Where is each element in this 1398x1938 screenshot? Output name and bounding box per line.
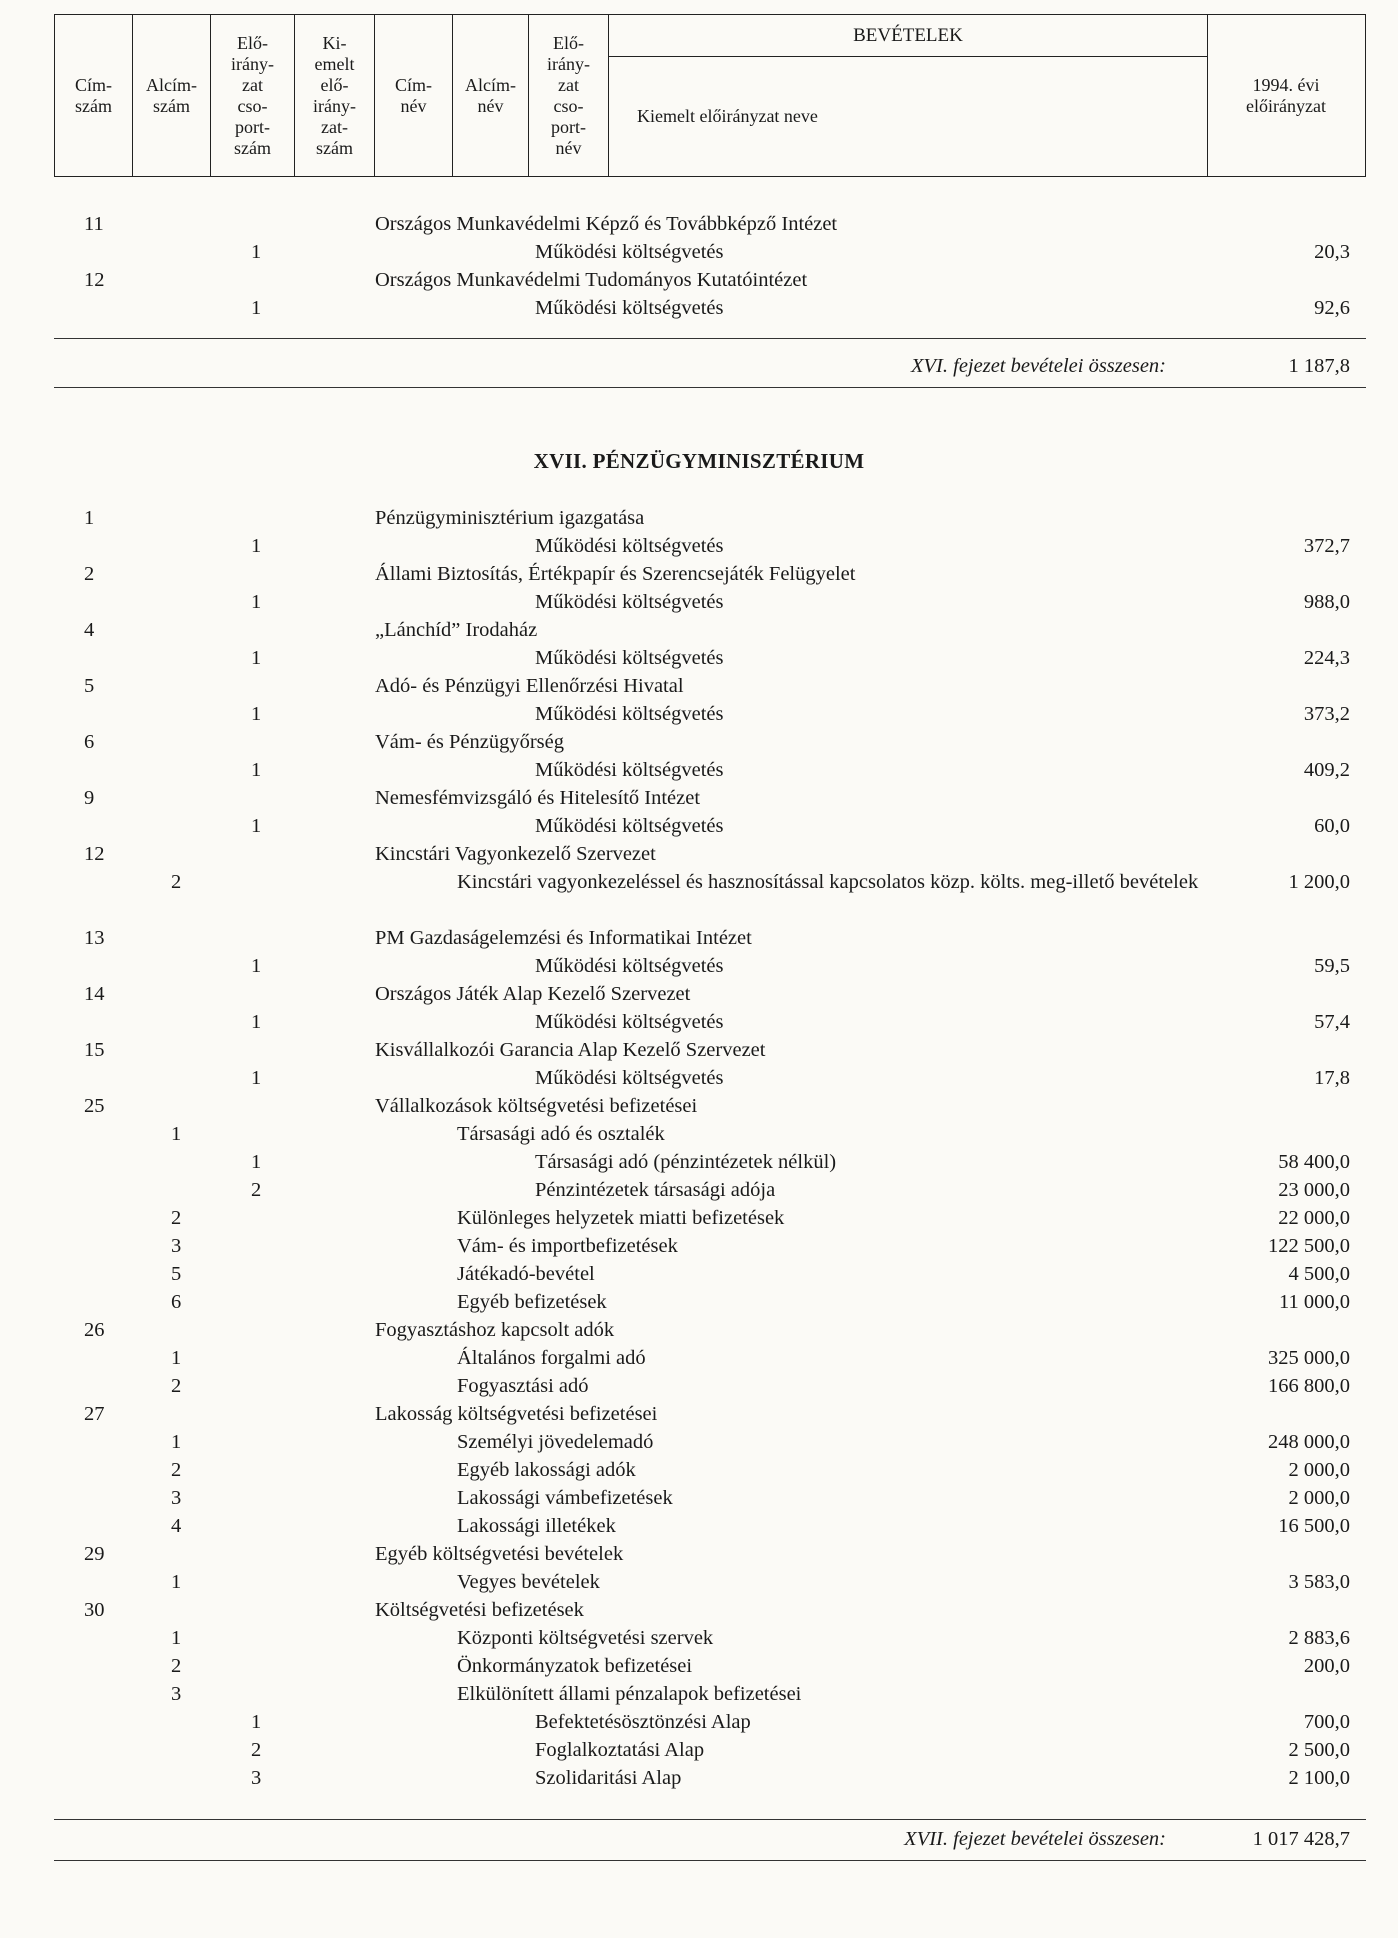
- cim-szam: 13: [84, 927, 105, 949]
- alcim-szam: 2: [171, 871, 182, 893]
- header-line: név: [555, 137, 582, 158]
- table-row: [0, 700, 1398, 728]
- alcim-szam: 2: [171, 1655, 182, 1677]
- table-row: [0, 1176, 1398, 1204]
- alcim-szam: 1: [171, 1123, 182, 1145]
- table-row: [0, 1708, 1398, 1736]
- row-value: 2 883,6: [1288, 1627, 1350, 1649]
- cim-szam: 15: [84, 1039, 105, 1061]
- cim-szam: 4: [84, 619, 95, 641]
- row-value: 22 000,0: [1278, 1207, 1350, 1229]
- row-name: Működési költségvetés: [535, 591, 724, 613]
- row-name: Befektetésösztönzési Alap: [535, 1711, 751, 1733]
- header-line: szám: [153, 95, 190, 116]
- row-name: Egyéb költségvetési bevételek: [375, 1543, 624, 1565]
- header-line: Cím-: [74, 74, 112, 95]
- cim-szam: 6: [84, 731, 95, 753]
- header-line: Elő-: [552, 32, 584, 53]
- table-row: [0, 532, 1398, 560]
- chapter-title: XVII. PÉNZÜGYMINISZTÉRIUM: [533, 449, 865, 473]
- row-name: Működési költségvetés: [535, 703, 724, 725]
- header-line: elő-: [320, 74, 349, 95]
- row-name: Személyi jövedelemadó: [457, 1431, 654, 1453]
- row-value: 372,7: [1303, 535, 1350, 557]
- eloiranyzat-szam: 2: [251, 1179, 262, 1201]
- alcim-szam: 3: [171, 1235, 182, 1257]
- table-row: [0, 588, 1398, 616]
- row-name: Pénzintézetek társasági adója: [535, 1179, 776, 1201]
- table-row: [0, 1736, 1398, 1764]
- header-kiemelt-eloiranyzat-neve: Kiemelt előirányzat neve: [637, 106, 818, 126]
- header-bevetelek: BEVÉTELEK: [609, 15, 1207, 57]
- eloiranyzat-szam: 1: [251, 241, 262, 263]
- total-value: 1 187,8: [1288, 355, 1350, 377]
- row-name: Központi költségvetési szervek: [457, 1627, 714, 1649]
- eloiranyzat-szam: 1: [251, 1067, 262, 1089]
- total-label: XVI. fejezet bevételei összesen:: [911, 355, 1166, 377]
- table-row: [0, 672, 1398, 700]
- row-name: Működési költségvetés: [535, 1067, 724, 1089]
- row-value: 166 800,0: [1268, 1375, 1350, 1397]
- row-value: 20,3: [1314, 241, 1350, 263]
- row-value: 1 200,0: [1288, 871, 1350, 893]
- header-line: zat: [558, 74, 579, 95]
- row-name: Kincstári Vagyonkezelő Szervezet: [375, 843, 656, 865]
- header-kiemelt-eloiranyzat-szam: [295, 15, 375, 176]
- alcim-szam: 5: [171, 1263, 182, 1285]
- cim-szam: 25: [84, 1095, 105, 1117]
- header-line: Cím-: [394, 74, 432, 95]
- table-row: [0, 1680, 1398, 1708]
- header-line: Ki-: [322, 32, 347, 53]
- table-row: [0, 868, 1398, 924]
- cim-szam: 2: [84, 563, 95, 585]
- divider: [54, 1860, 1366, 1861]
- header-cim-szam: [55, 15, 133, 176]
- row-value: 23 000,0: [1278, 1179, 1350, 1201]
- table-row: [0, 1148, 1398, 1176]
- row-value: 3 583,0: [1288, 1571, 1350, 1593]
- column-header-table: [54, 14, 1366, 177]
- total-value: 1 017 428,7: [1252, 1828, 1350, 1850]
- table-row: [0, 1260, 1398, 1288]
- row-value: 200,0: [1303, 1655, 1350, 1677]
- table-row: [0, 1064, 1398, 1092]
- header-line: szám: [75, 95, 112, 116]
- row-value: 60,0: [1314, 815, 1350, 837]
- row-name: Szolidaritási Alap: [535, 1767, 682, 1789]
- alcim-szam: 1: [171, 1431, 182, 1453]
- row-value: 122 500,0: [1268, 1235, 1350, 1257]
- row-value: 373,2: [1303, 703, 1350, 725]
- row-name: Költségvetési befizetések: [375, 1599, 584, 1621]
- header-line: port-: [550, 116, 586, 137]
- divider: [54, 1819, 1366, 1820]
- table-row: [0, 980, 1398, 1008]
- row-value: 16 500,0: [1278, 1515, 1350, 1537]
- table-row: [0, 924, 1398, 952]
- cim-szam: 29: [84, 1543, 105, 1565]
- header-line: irány-: [231, 53, 274, 74]
- row-value: 224,3: [1303, 647, 1350, 669]
- alcim-szam: 6: [171, 1291, 182, 1313]
- row-name: Foglalkoztatási Alap: [535, 1739, 705, 1761]
- eloiranyzat-szam: 1: [251, 1151, 262, 1173]
- eloiranyzat-szam: 1: [251, 703, 262, 725]
- row-name: Működési költségvetés: [535, 955, 724, 977]
- header-line: port-: [234, 116, 270, 137]
- table-row: [0, 1204, 1398, 1232]
- table-row: [0, 210, 1398, 238]
- table-row: [0, 784, 1398, 812]
- total-label: XVII. fejezet bevételei összesen:: [904, 1828, 1166, 1850]
- alcim-szam: 2: [171, 1375, 182, 1397]
- header-line: szám: [234, 137, 271, 158]
- row-name: Lakossági vámbefizetések: [457, 1487, 673, 1509]
- header-line: irány-: [547, 53, 590, 74]
- row-name: Fogyasztási adó: [457, 1375, 589, 1397]
- row-name: Társasági adó (pénzintézetek nélkül): [535, 1151, 837, 1173]
- cim-szam: 1: [84, 507, 95, 529]
- table-row: [0, 560, 1398, 588]
- table-row: [0, 952, 1398, 980]
- cim-szam: 27: [84, 1403, 105, 1425]
- table-row: [0, 1288, 1398, 1316]
- eloiranyzat-szam: 1: [251, 647, 262, 669]
- row-name: Vám- és importbefizetések: [457, 1235, 678, 1257]
- row-name: Általános forgalmi adó: [457, 1347, 646, 1369]
- row-name: Kincstári vagyonkezeléssel és hasznosítással kapcsolatos közp. költs. meg-illető bevételek: [457, 871, 1199, 893]
- row-name: Működési költségvetés: [535, 815, 724, 837]
- header-line: zat-: [321, 116, 348, 137]
- table-row: [0, 238, 1398, 266]
- header-line: cso-: [237, 95, 268, 116]
- row-name: Működési költségvetés: [535, 241, 724, 263]
- alcim-szam: 1: [171, 1347, 182, 1369]
- table-row: [0, 1120, 1398, 1148]
- divider: [54, 338, 1366, 339]
- table-row: [0, 1512, 1398, 1540]
- table-row: [0, 1316, 1398, 1344]
- total-row-xvii: [0, 1824, 1398, 1854]
- row-name: Működési költségvetés: [535, 759, 724, 781]
- cim-szam: 9: [84, 787, 95, 809]
- alcim-szam: 2: [171, 1459, 182, 1481]
- row-name: Lakosság költségvetési befizetései: [375, 1403, 658, 1425]
- table-row: [0, 840, 1398, 868]
- table-row: [0, 1092, 1398, 1120]
- row-name: PM Gazdaságelemzési és Informatikai Intézet: [375, 927, 752, 949]
- cim-szam: 14: [84, 983, 105, 1005]
- row-value: 58 400,0: [1278, 1151, 1350, 1173]
- table-row: [0, 1568, 1398, 1596]
- table-row: [0, 266, 1398, 294]
- eloiranyzat-szam: 2: [251, 1739, 262, 1761]
- header-line: előirányzat: [1246, 95, 1326, 116]
- row-value: 59,5: [1314, 955, 1350, 977]
- row-name: Lakossági illetékek: [457, 1515, 616, 1537]
- table-row: [0, 1764, 1398, 1792]
- cim-szam: 12: [84, 843, 105, 865]
- table-row: [0, 1344, 1398, 1372]
- table-row: [0, 728, 1398, 756]
- cim-szam: 30: [84, 1599, 105, 1621]
- row-value: 92,6: [1314, 297, 1350, 319]
- row-value: 325 000,0: [1268, 1347, 1350, 1369]
- alcim-szam: 3: [171, 1683, 182, 1705]
- row-name: „Lánchíd” Irodaház: [375, 619, 538, 641]
- row-name: Egyéb befizetések: [457, 1291, 607, 1313]
- row-name: Különleges helyzetek miatti befizetések: [457, 1207, 785, 1229]
- eloiranyzat-szam: 1: [251, 297, 262, 319]
- eloiranyzat-szam: 1: [251, 591, 262, 613]
- cim-szam: 11: [84, 213, 104, 235]
- alcim-szam: 2: [171, 1207, 182, 1229]
- header-line: Alcím-: [146, 74, 197, 95]
- header-line: emelt: [314, 53, 355, 74]
- table-row: [0, 1540, 1398, 1568]
- row-value: 4 500,0: [1288, 1263, 1350, 1285]
- table-row: [0, 1372, 1398, 1400]
- table-row: [0, 1400, 1398, 1428]
- divider: [54, 387, 1366, 388]
- row-value: 2 500,0: [1288, 1739, 1350, 1761]
- row-name: Pénzügyminisztérium igazgatása: [375, 507, 645, 529]
- row-name: Állami Biztosítás, Értékpapír és Szerencsejáték Felügyelet: [375, 563, 856, 585]
- header-line: név: [477, 95, 504, 116]
- table-row: [0, 644, 1398, 672]
- table-row: [0, 1428, 1398, 1456]
- header-line: név: [400, 95, 427, 116]
- cim-szam: 5: [84, 675, 95, 697]
- table-row: [0, 504, 1398, 532]
- header-1994-eloiranyzat: [1207, 15, 1365, 176]
- row-value: 2 100,0: [1288, 1767, 1350, 1789]
- row-name: Működési költségvetés: [535, 647, 724, 669]
- table-row: [0, 294, 1398, 322]
- row-value: 700,0: [1303, 1711, 1350, 1733]
- table-row: [0, 1596, 1398, 1624]
- eloiranyzat-szam: 1: [251, 815, 262, 837]
- total-row-xvi: [0, 351, 1398, 381]
- row-name: Vám- és Pénzügyőrség: [375, 731, 565, 753]
- header-eloiranyzat-csoport-nev: [529, 15, 609, 176]
- eloiranyzat-szam: 1: [251, 955, 262, 977]
- row-name: Vállalkozások költségvetési befizetései: [375, 1095, 698, 1117]
- eloiranyzat-szam: 1: [251, 759, 262, 781]
- row-value: 248 000,0: [1268, 1431, 1350, 1453]
- row-name: Működési költségvetés: [535, 297, 724, 319]
- table-row: [0, 1484, 1398, 1512]
- header-line: zat: [242, 74, 263, 95]
- table-row: [0, 1624, 1398, 1652]
- eloiranyzat-szam: 1: [251, 1711, 262, 1733]
- cim-szam: 26: [84, 1319, 105, 1341]
- row-name: Játékadó-bevétel: [457, 1263, 595, 1285]
- row-name: Elkülönített állami pénzalapok befizetései: [457, 1683, 802, 1705]
- row-name: Működési költségvetés: [535, 535, 724, 557]
- row-name: Fogyasztáshoz kapcsolt adók: [375, 1319, 615, 1341]
- header-alcim-nev: [453, 15, 529, 176]
- row-value: 11 000,0: [1279, 1291, 1350, 1313]
- eloiranyzat-szam: 1: [251, 535, 262, 557]
- header-line: Alcím-: [465, 74, 516, 95]
- eloiranyzat-szam: 1: [251, 1011, 262, 1033]
- table-row: [0, 1652, 1398, 1680]
- header-alcim-szam: [133, 15, 211, 176]
- header-eloiranyzat-csoport-szam: [211, 15, 295, 176]
- header-line: irány-: [313, 95, 356, 116]
- row-name: Társasági adó és osztalék: [457, 1123, 665, 1145]
- row-name: Nemesfémvizsgáló és Hitelesítő Intézet: [375, 787, 701, 809]
- row-name: Működési költségvetés: [535, 1011, 724, 1033]
- row-value: 17,8: [1314, 1067, 1350, 1089]
- row-name: Kisvállalkozói Garancia Alap Kezelő Szervezet: [375, 1039, 766, 1061]
- row-name: Adó- és Pénzügyi Ellenőrzési Hivatal: [375, 675, 684, 697]
- row-name: Országos Munkavédelmi Képző és Továbbképző Intézet: [375, 213, 838, 235]
- row-name: Egyéb lakossági adók: [457, 1459, 636, 1481]
- table-row: [0, 1036, 1398, 1064]
- table-row: [0, 1232, 1398, 1260]
- header-line: cso-: [553, 95, 584, 116]
- row-name: Vegyes bevételek: [457, 1571, 600, 1593]
- header-line: Elő-: [236, 32, 268, 53]
- alcim-szam: 1: [171, 1571, 182, 1593]
- table-row: [0, 1456, 1398, 1484]
- table-row: [0, 812, 1398, 840]
- table-row: [0, 616, 1398, 644]
- cim-szam: 12: [84, 269, 105, 291]
- row-name: Önkormányzatok befizetései: [457, 1655, 693, 1677]
- row-value: 57,4: [1314, 1011, 1350, 1033]
- table-row: [0, 1008, 1398, 1036]
- row-value: 988,0: [1303, 591, 1350, 613]
- header-line: szám: [316, 137, 353, 158]
- table-row: [0, 756, 1398, 784]
- alcim-szam: 4: [171, 1515, 182, 1537]
- header-cim-nev: [375, 15, 453, 176]
- row-value: 2 000,0: [1288, 1459, 1350, 1481]
- row-value: 2 000,0: [1288, 1487, 1350, 1509]
- alcim-szam: 1: [171, 1627, 182, 1649]
- row-value: 409,2: [1303, 759, 1350, 781]
- row-name: Országos Játék Alap Kezelő Szervezet: [375, 983, 691, 1005]
- alcim-szam: 3: [171, 1487, 182, 1509]
- row-name: Országos Munkavédelmi Tudományos Kutatóintézet: [375, 269, 808, 291]
- header-line: 1994. évi: [1252, 74, 1320, 95]
- eloiranyzat-szam: 3: [251, 1767, 262, 1789]
